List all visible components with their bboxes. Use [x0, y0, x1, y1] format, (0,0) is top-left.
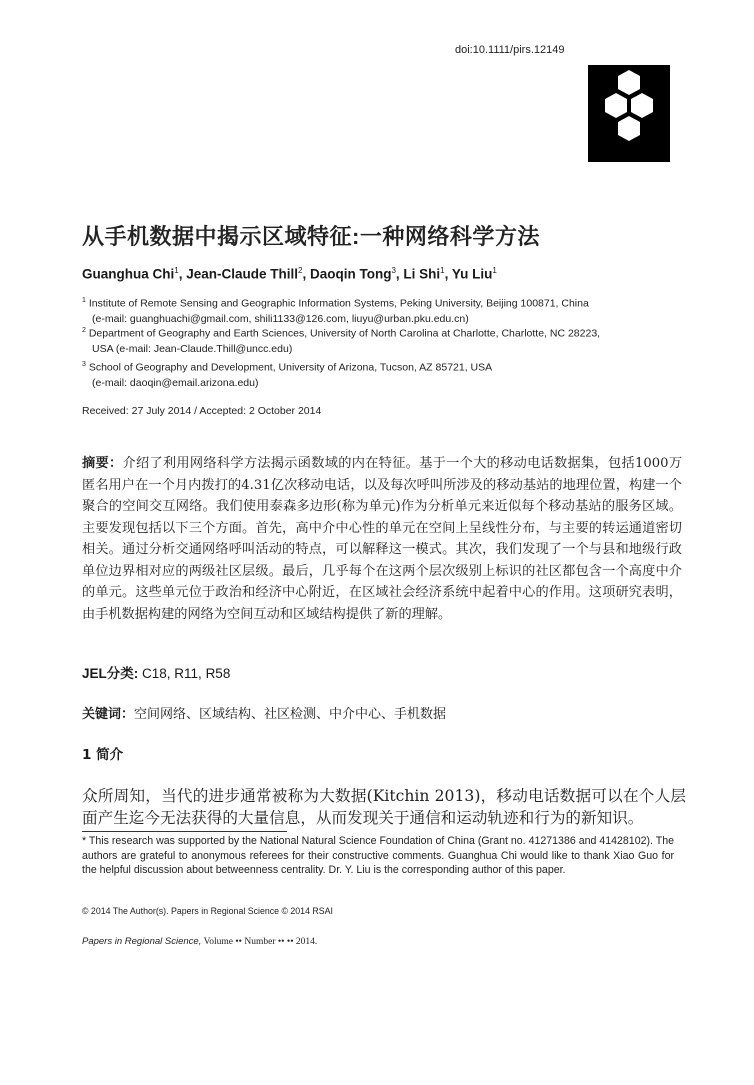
author-name: Daoqin Tong — [309, 266, 392, 282]
author-affil-mark: 2 — [298, 266, 303, 275]
journal-logo — [588, 65, 670, 162]
keywords-label: 关键词： — [82, 707, 135, 722]
author-name: Guanghua Chi — [82, 266, 175, 282]
author-name: Yu Liu — [451, 266, 493, 282]
footnote: * This research was supported by the National Natural Science Foundation of China (Grant no. 41271386 and 41428102). The authors are grateful to anonymous referees for their constructive comments. Guanghua Chi would like to thank Xiao Guo for the helpful discussion about betweenness centrality. Dr. Y. Liu is the corresponding author of this paper. — [82, 835, 674, 876]
jel-value: C18, R11, R58 — [142, 666, 231, 681]
intro-paragraph: 众所周知，当代的进步通常被称为大数据(Kitchin 2013)，移动电话数据可以在个人层面产生迄今无法获得的大量信息，从而发现关于通信和运动轨迹和行为的新知识。 — [82, 787, 686, 827]
received-dates: Received: 27 July 2014 / Accepted: 2 October 2014 — [82, 405, 322, 417]
hexagon-logo-icon — [588, 65, 670, 162]
author-name: Li Shi — [403, 266, 441, 282]
jel-label: JEL分类: — [82, 666, 139, 681]
keywords — [82, 703, 446, 722]
affiliation-1: $^1$ Institute of Remote Sensing and Geographic Information Systems, Peking University, Beijing 100871, China (e-mail: guanghuachi@gmail.com, shili1133@126.com, liuyu@urban.pku.edu.cn) — [82, 297, 589, 325]
author-affil-mark: 1 — [174, 266, 179, 275]
doi: doi:10.1111/pirs.12149 — [455, 44, 565, 56]
journal-name: Papers in Regional Science, — [82, 936, 202, 947]
journal-citation — [82, 936, 317, 947]
author-name: Jean-Claude Thill — [186, 266, 298, 282]
paper-title: 从手机数据中揭示区域特征:一种网络科学方法 — [82, 224, 540, 249]
affiliation-2: $^2$ Department of Geography and Earth Sciences, University of North Carolina at Charlotte, Charlotte, NC 28223, USA (e-mail: Jean-Claude.Thill@uncc.edu) — [82, 327, 601, 355]
section-heading: 1 简介 — [82, 747, 124, 763]
journal-volume: Volume •• Number •• •• 2014. — [201, 937, 318, 947]
author-affil-mark: 3 — [391, 266, 396, 275]
abstract-label: 摘要： — [82, 456, 123, 471]
affiliation-3: $^3$ School of Geography and Development, University of Arizona, Tucson, AZ 85721, USA (e-mail: daoqin@email.arizona.edu) — [82, 361, 493, 389]
footnote-divider — [82, 831, 287, 832]
jel-classification — [82, 662, 230, 682]
author-list: Guanghua Chi$^1$, Jean-Claude Thill$^2$, Daoqin Tong$^3$, Li Shi$^1$, Yu Liu$^1$ — [82, 266, 497, 282]
author-affil-mark: 1 — [492, 266, 497, 275]
keywords-value: 空间网络、区域结构、社区检测、中介中心、手机数据 — [134, 707, 447, 722]
copyright: © 2014 The Author(s). Papers in Regional Science © 2014 RSAI — [82, 906, 333, 916]
author-affil-mark: 1 — [440, 266, 445, 275]
abstract-text: 介绍了利用网络科学方法揭示函数域的内在特征。基于一个大的移动电话数据集，包括1000万匿名用户在一个月内拨打的4.31亿次移动电话，以及每次呼叫所涉及的移动基站的地理位置，构建一个聚合的空间交互网络。我们使用泰森多边形(称为单元)作为分析单元来近似每个移动基站的服务区域。主要发现包括以下三个方面。首先，高中介中心性的单元在空间上呈线性分布，与主要的转运通道密切相关。通过分析交通网络呼叫活动的特点，可以解释这一模式。其次，我们发现了一个与县和地级行政单位边界相对应的两级社区层级。最后，几乎每个在这两个层次级别上标识的社区都包含一个高度中介的单元。这些单元位于政治和经济中心附近，在区域社会经济系统中起着中心的作用。这项研究表明，由手机数据构建的网络为空间互动和区域结构提供了新的理解。 — [82, 456, 683, 622]
abstract — [82, 453, 682, 625]
